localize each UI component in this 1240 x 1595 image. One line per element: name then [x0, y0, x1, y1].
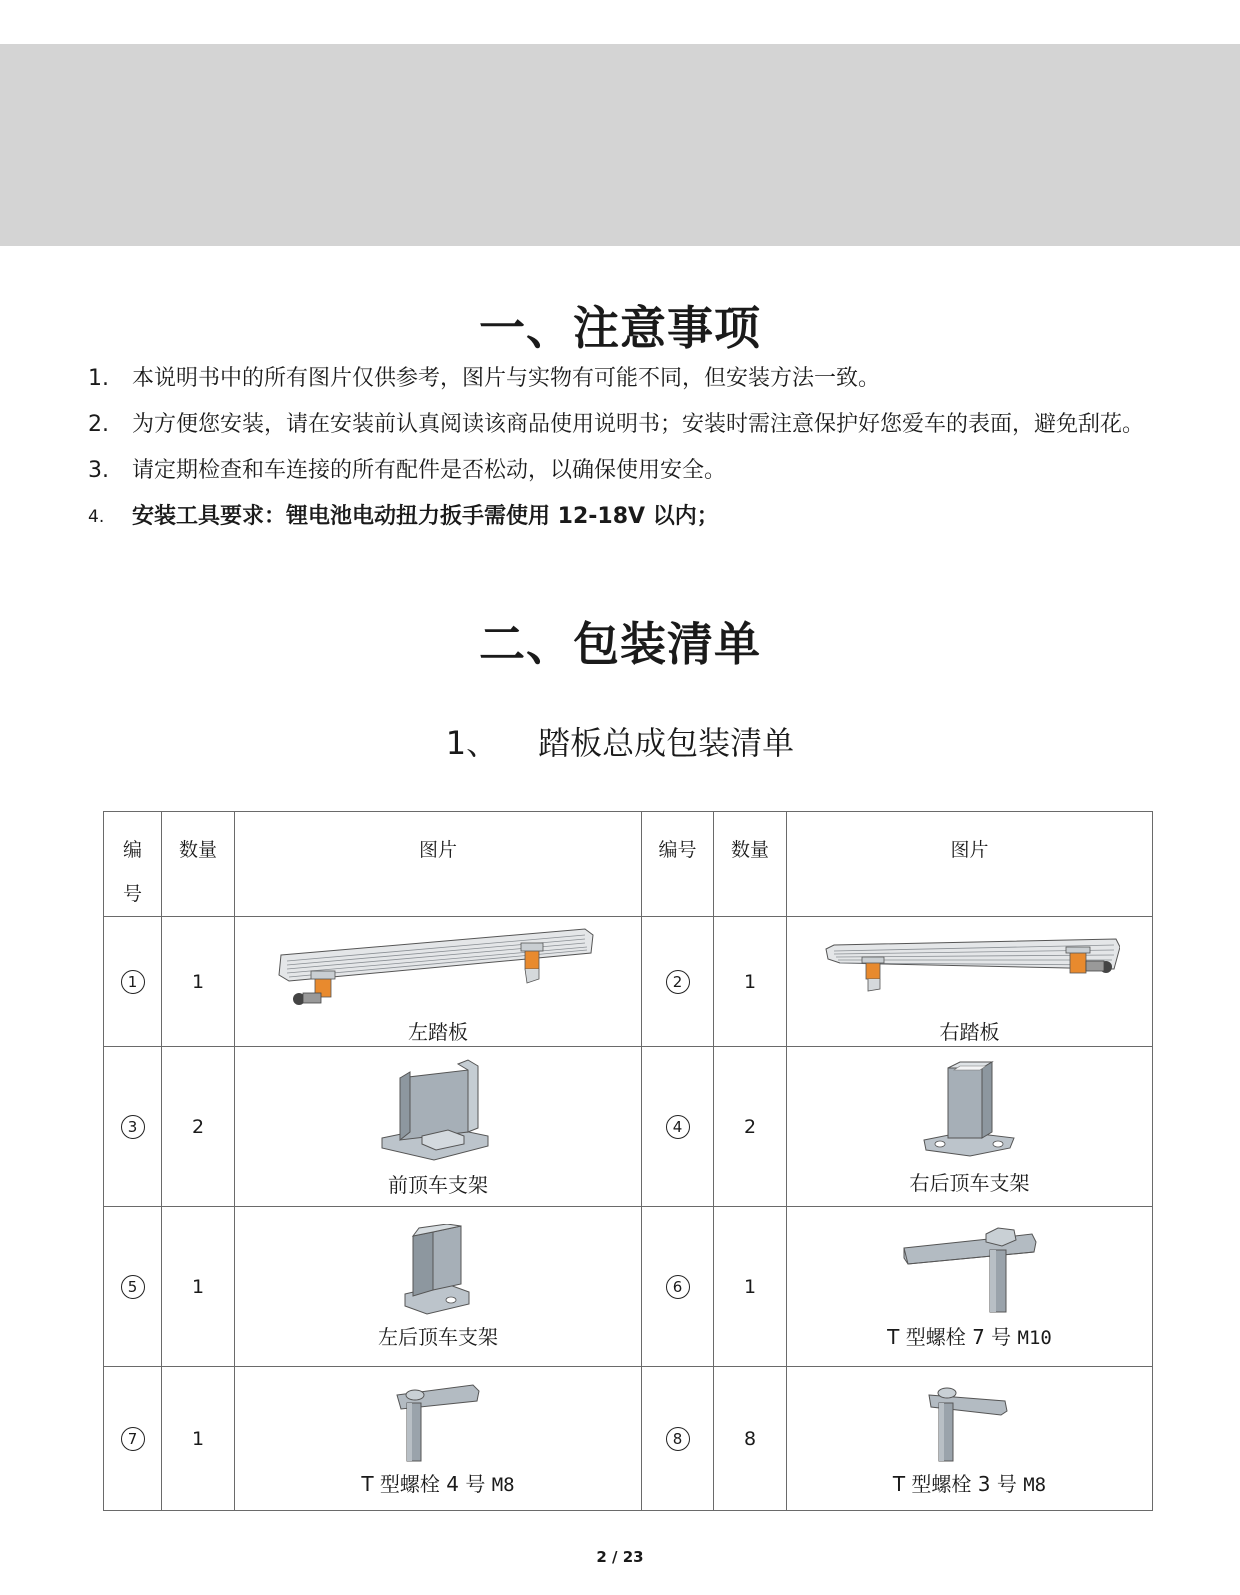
- item-name: 左后顶车支架: [378, 1324, 498, 1349]
- header-quantity-label: 数量: [730, 839, 769, 861]
- t-bolt-4-icon: [393, 1381, 483, 1463]
- item-number: 4: [666, 1115, 690, 1139]
- note-number: 2.: [88, 412, 109, 437]
- item-name: [787, 1468, 1152, 1497]
- item-picture-cell: [787, 1047, 1153, 1207]
- item-number: 1: [121, 970, 145, 994]
- item-picture-cell: [235, 1367, 642, 1511]
- table-row: [104, 1047, 1153, 1207]
- item-name: 右后顶车支架: [909, 1170, 1030, 1195]
- packing-list-table: [103, 811, 1153, 1511]
- item-number-cell: [104, 1207, 162, 1367]
- subsection-number: 1、: [445, 724, 499, 762]
- item-quantity: 1: [162, 1207, 235, 1367]
- note-number: 4.: [88, 507, 105, 527]
- item-quantity: 1: [714, 917, 787, 1047]
- item-name: 前顶车支架: [388, 1172, 488, 1197]
- item-quantity: 1: [162, 917, 235, 1047]
- note-text: 安装工具要求：锂电池电动扭力扳手需使用 12-18V 以内；: [132, 504, 719, 529]
- item-name-text: T 型螺栓 7 号: [887, 1324, 1012, 1349]
- header-cell-picture: [787, 812, 1153, 917]
- item-number-cell: [104, 917, 162, 1047]
- item-number-cell: [104, 1367, 162, 1511]
- table-header-row: [104, 812, 1153, 917]
- header-cell-quantity: [162, 812, 235, 917]
- item-name-text: T 型螺栓 3 号: [892, 1471, 1017, 1496]
- note-text: 本说明书中的所有图片仅供参考，图片与实物有可能不同，但安装方法一致。: [132, 366, 881, 391]
- item-number: 5: [121, 1275, 145, 1299]
- front-jack-bracket-icon: [378, 1056, 498, 1164]
- t-bolt-3-icon: [925, 1381, 1015, 1463]
- item-quantity: 2: [162, 1047, 235, 1207]
- item-spec: M8: [1023, 1473, 1047, 1496]
- precautions-list: [88, 356, 1168, 540]
- item-number: 6: [666, 1275, 690, 1299]
- right-rear-jack-bracket-icon: [920, 1058, 1020, 1162]
- note-item: [88, 494, 1168, 540]
- item-picture-cell: [787, 917, 1153, 1047]
- note-text: 为方便您安装，请在安装前认真阅读该商品使用说明书；安装时需注意保护好您爱车的表面，避免刮花。: [132, 412, 1145, 437]
- item-name: 左踏板: [408, 1019, 468, 1044]
- header-number-label: 编号: [658, 839, 697, 861]
- right-step-board-icon: [820, 919, 1120, 1011]
- note-item: [88, 448, 1168, 494]
- header-picture-label: 图片: [950, 839, 989, 861]
- item-number: 2: [666, 970, 690, 994]
- left-rear-jack-bracket-icon: [403, 1224, 473, 1316]
- header-cell-number: [642, 812, 714, 917]
- item-quantity: 2: [714, 1047, 787, 1207]
- note-item: [88, 356, 1168, 402]
- item-number: 7: [121, 1427, 145, 1451]
- item-number-cell: [642, 1367, 714, 1511]
- item-number-cell: [104, 1047, 162, 1207]
- item-picture-cell: [787, 1367, 1153, 1511]
- item-quantity: 8: [714, 1367, 787, 1511]
- item-name: [235, 1468, 641, 1497]
- note-text: 请定期检查和车连接的所有配件是否松动，以确保使用安全。: [132, 458, 727, 483]
- subsection-title: [0, 718, 1240, 764]
- section-title-precautions: 一、注意事项: [479, 301, 761, 355]
- left-step-board-icon: [273, 919, 603, 1011]
- subsection-text: 踏板总成包装清单: [538, 724, 795, 762]
- item-number-cell: [642, 1207, 714, 1367]
- item-number: 8: [666, 1427, 690, 1451]
- table-row: [104, 917, 1153, 1047]
- item-spec: M8: [491, 1473, 515, 1496]
- item-picture-cell: [235, 1047, 642, 1207]
- item-number: 3: [121, 1115, 145, 1139]
- header-band: [0, 44, 1240, 246]
- header-quantity-label: 数量: [178, 839, 217, 861]
- note-number: 3.: [88, 458, 109, 483]
- header-number-label: 编号: [122, 839, 142, 905]
- item-number-cell: [642, 917, 714, 1047]
- header-picture-label: 图片: [418, 839, 457, 861]
- note-item: [88, 402, 1168, 448]
- t-bolt-7-icon: [902, 1224, 1038, 1316]
- item-number-cell: [642, 1047, 714, 1207]
- table-row: [104, 1367, 1153, 1511]
- item-spec: M10: [1017, 1326, 1052, 1349]
- header-cell-quantity: [714, 812, 787, 917]
- item-quantity: 1: [162, 1367, 235, 1511]
- note-number: 1.: [88, 366, 109, 391]
- header-cell-number: [104, 812, 162, 917]
- table-row: [104, 1207, 1153, 1367]
- section-title-packing-list: 二、包装清单: [479, 617, 761, 671]
- item-picture-cell: [787, 1207, 1153, 1367]
- item-name-text: T 型螺栓 4 号: [361, 1471, 486, 1496]
- header-cell-picture: [235, 812, 642, 917]
- item-picture-cell: [235, 917, 642, 1047]
- item-name: 右踏板: [939, 1019, 1000, 1044]
- page-number: 2 / 23: [596, 1548, 644, 1566]
- item-quantity: 1: [714, 1207, 787, 1367]
- item-name: [787, 1321, 1152, 1350]
- item-picture-cell: [235, 1207, 642, 1367]
